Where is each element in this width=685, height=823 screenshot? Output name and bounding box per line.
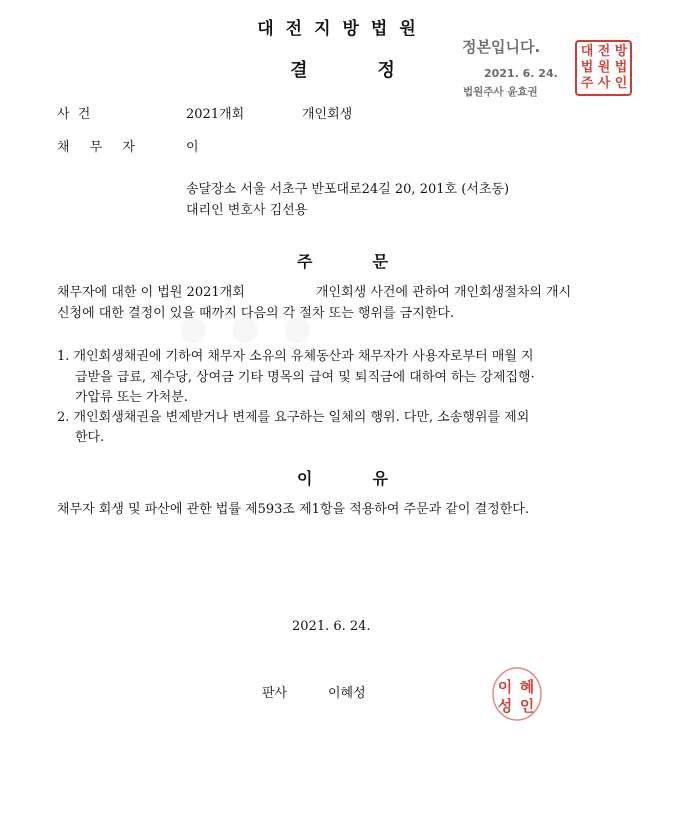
reason-text: 채무자 회생 및 파산에 관한 법률 제593조 제1항을 적용하여 주문과 같이 결정한다.	[57, 502, 529, 517]
debtor-label: 채 무 자	[57, 140, 143, 155]
service-address: 송달장소 서울 서초구 반포대로24길 20, 201호 (서초동)	[186, 182, 510, 197]
court-seal-char: 주	[580, 76, 594, 91]
order-section-title	[0, 249, 685, 272]
order-intro-part2: 개인회생 사건에 관하여 개인회생절차의 개시	[316, 285, 572, 300]
court-seal-char: 인	[614, 76, 628, 91]
reason-title-left: 이	[297, 469, 313, 488]
judge-seal-char: 성	[497, 697, 513, 715]
debtor-name: 이	[186, 140, 199, 155]
court-seal	[575, 40, 632, 96]
judge-label: 판사	[262, 686, 288, 701]
order-title-right: 문	[372, 252, 388, 271]
doc-type-left: 결	[290, 60, 308, 81]
judge-seal-char: 이	[497, 678, 513, 696]
judge-seal	[488, 665, 546, 723]
court-seal-char: 법	[614, 60, 628, 75]
order-item-1-line1: 1. 개인회생채권에 기하여 채무자 소유의 유체동산과 채무자가 사용자로부터 매월 지	[57, 349, 534, 364]
court-seal-char: 법	[580, 60, 594, 75]
court-seal-char: 방	[614, 44, 628, 59]
court-seal-char: 사	[597, 76, 611, 91]
case-number: 2021개회	[186, 107, 245, 122]
reason-title-right: 유	[372, 469, 388, 488]
doc-type-right: 정	[377, 60, 395, 81]
order-title-left: 주	[297, 252, 313, 271]
judge-name: 이혜성	[328, 686, 366, 701]
court-seal-char: 대	[580, 44, 594, 59]
certification-date: 2021. 6. 24.	[484, 67, 558, 80]
order-item-2-line2: 한다.	[75, 430, 105, 445]
judge-seal-graphic	[488, 665, 546, 723]
reason-section-title	[0, 466, 685, 489]
judge-seal-char: 혜	[519, 678, 535, 696]
court-seal-char: 원	[597, 60, 611, 75]
case-label: 사 건	[57, 107, 93, 122]
case-name: 개인회생	[302, 107, 353, 122]
order-intro-line2: 신청에 대한 결정이 있을 때까지 다음의 각 절차 또는 행위를 금지한다.	[57, 306, 455, 321]
court-seal-char: 전	[597, 44, 611, 59]
court-name: 대전지방법원	[257, 19, 428, 39]
order-item-1-line2: 급받을 급료, 제수당, 상여금 기타 명목의 급여 및 퇴직금에 대하여 하는 강제집행·	[75, 370, 535, 385]
certification-stamp: 정본입니다.	[462, 38, 541, 56]
decision-date: 2021. 6. 24.	[292, 619, 371, 634]
judge-seal-char: 인	[519, 697, 535, 715]
representative: 대리인 변호사 김선용	[186, 203, 308, 218]
order-item-2-line1: 2. 개인회생채권을 변제받거나 변제를 요구하는 일체의 행위. 다만, 소송행위를 제외	[57, 410, 530, 425]
order-item-1-line3: 가압류 또는 가처분.	[75, 390, 188, 405]
order-intro-part1: 채무자에 대한 이 법원 2021개회	[57, 285, 245, 300]
certification-officer: 법원주사 윤효권	[463, 86, 538, 98]
